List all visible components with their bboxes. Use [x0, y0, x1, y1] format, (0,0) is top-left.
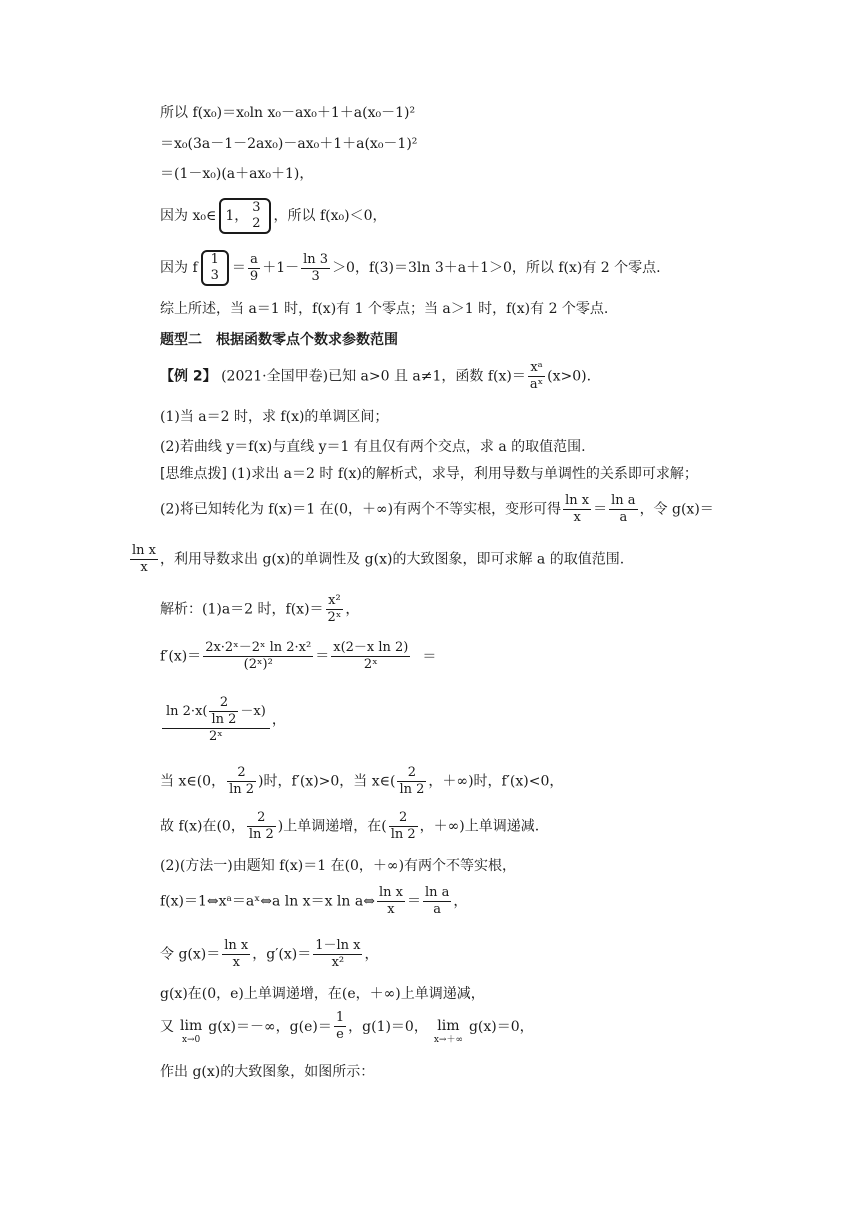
numerator: 1－ln x — [315, 938, 361, 953]
section-heading: 题型二 根据函数零点个数求参数范围 — [160, 332, 398, 348]
fraction — [397, 765, 426, 798]
text: 故 f(x)在(0， — [160, 818, 245, 835]
text: ＋1－ — [262, 260, 300, 276]
text: 当 x∈(0， — [160, 773, 226, 790]
text: g(x)＝－∞，g(e)＝ — [208, 1019, 332, 1035]
text: ， — [271, 712, 286, 728]
text: ，＋∞)上单调递减. — [419, 818, 540, 835]
text-line — [160, 695, 286, 745]
numerator: ln x — [378, 885, 403, 900]
text: )时，f′(x)>0，当 x∈( — [258, 773, 396, 790]
limit-subscript: x→＋∞ — [433, 1035, 463, 1045]
text-line — [160, 465, 698, 483]
denominator: x — [140, 560, 148, 575]
bracket — [219, 198, 270, 234]
numerator: ln 3 — [303, 251, 329, 267]
denominator: 3 — [210, 268, 219, 283]
text-line: ＝x₀(3a－1－2ax₀)－ax₀＋1＋a(x₀－1)² — [160, 136, 418, 152]
text: ，令 g(x)＝ — [639, 501, 714, 518]
text-line — [160, 640, 436, 673]
denominator: e — [336, 1027, 344, 1042]
denominator: x — [387, 902, 395, 917]
denominator: ln 2 — [229, 782, 255, 797]
limit — [180, 1018, 202, 1046]
fraction — [301, 252, 330, 285]
denominator: x — [573, 510, 581, 525]
denominator: ln 2 — [248, 827, 274, 842]
numerator: x(2－x ln 2) — [333, 640, 409, 655]
numerator — [162, 695, 270, 729]
fraction — [609, 493, 637, 526]
text: －x) — [240, 704, 266, 719]
denominator: x — [232, 955, 240, 970]
denominator: 2 — [252, 216, 261, 231]
fraction — [248, 252, 260, 285]
text-line — [160, 593, 359, 626]
text: ＝ — [315, 648, 330, 665]
text-line: 作出 g(x)的大致图象，如图所示： — [160, 1064, 375, 1080]
numerator: 2 — [209, 695, 238, 712]
fraction — [389, 810, 418, 843]
numerator: ln x — [565, 493, 590, 508]
text: 因为 x₀∈ — [160, 208, 217, 224]
text: 又 — [160, 1019, 174, 1035]
text: (x>0). — [547, 368, 592, 385]
text-line — [160, 1010, 534, 1046]
text-line: 所以 f(x₀)＝x₀ln x₀－ax₀＋1＋a(x₀－1)² — [160, 105, 416, 121]
limit-subscript: x→0 — [181, 1035, 201, 1045]
text-line: 综上所述，当 a＝1 时，f(x)有 1 个零点；当 a＞1 时，f(x)有 2 个零点. — [160, 301, 609, 317]
example-label: 【例 2】 — [160, 368, 217, 385]
text-line — [160, 250, 661, 286]
text: ， — [453, 893, 468, 910]
denominator: a — [433, 902, 442, 917]
text-line — [160, 810, 539, 843]
hint-label: [思维点拨] — [160, 466, 227, 482]
text: (2)将已知转化为 f(x)＝1 在(0，＋∞)有两个不等实根，变形可得 — [160, 501, 562, 518]
text-line — [160, 765, 563, 798]
text: 因为 f — [160, 260, 198, 276]
fraction — [209, 252, 221, 284]
denominator: 2ˣ — [363, 657, 378, 672]
denominator: (2ˣ)² — [243, 657, 273, 672]
fraction — [377, 885, 405, 918]
fraction — [247, 810, 276, 843]
text: 1， — [225, 208, 249, 224]
numerator: ln a — [611, 493, 636, 508]
text-line — [160, 198, 387, 234]
numerator: 2 — [227, 765, 256, 782]
denominator: ln 2 — [390, 827, 416, 842]
text-line: ＝(1－x₀)(a＋ax₀＋1)， — [160, 166, 314, 182]
numerator: 1 — [335, 1010, 345, 1025]
numerator: 2 — [247, 810, 276, 827]
fraction — [130, 543, 158, 576]
fraction — [313, 938, 362, 971]
numerator: xᵃ — [528, 360, 545, 377]
fraction — [203, 640, 313, 673]
numerator: ln x — [224, 938, 249, 953]
text-line: (2)若曲线 y＝f(x)与直线 y＝1 有且仅有两个交点，求 a 的取值范围. — [160, 439, 586, 455]
text: ， — [345, 601, 360, 618]
denominator: 2ˣ — [327, 610, 342, 625]
denominator: ln 2 — [211, 712, 237, 727]
text: ，利用导数求出 g(x)的单调性及 g(x)的大致图象，即可求解 a 的取值范围. — [160, 551, 625, 568]
example-line — [160, 360, 591, 393]
fraction — [209, 695, 238, 728]
text: ，g′(x)＝ — [252, 946, 312, 963]
numerator: 2 — [397, 765, 426, 782]
numerator: x² — [326, 593, 344, 610]
denominator: 9 — [249, 268, 259, 284]
text: ，所以 f(x₀)＜0， — [273, 208, 387, 224]
fraction — [250, 200, 262, 232]
text-line: (1)当 a＝2 时，求 f(x)的单调区间； — [160, 409, 389, 425]
denominator: a — [619, 510, 628, 525]
fraction — [326, 593, 344, 626]
denominator: aˣ — [529, 377, 544, 392]
denominator: 2ˣ — [209, 729, 223, 744]
text: (1)求出 a＝2 时 f(x)的解析式，求导，利用导数与单调性的关系即可求解； — [231, 466, 698, 482]
fraction — [222, 938, 250, 971]
numerator: 2 — [389, 810, 418, 827]
text: ， — [364, 946, 379, 963]
text: f′(x)＝ — [160, 648, 202, 665]
numerator: 3 — [252, 200, 261, 215]
denominator: 3 — [311, 268, 320, 284]
text: )上单调递增，在( — [277, 818, 387, 835]
fraction — [528, 360, 545, 393]
text-line: g(x)在(0，e)上单调递增，在(e，＋∞)上单调递减， — [160, 986, 485, 1002]
numerator: 1 — [210, 252, 219, 267]
text-line — [128, 543, 624, 576]
fraction — [162, 695, 270, 745]
limit-operator: lim — [180, 1018, 203, 1034]
denominator: x² — [331, 955, 345, 970]
text: f(x)＝1⇔xᵃ＝aˣ⇔a ln x＝x ln a⇔ — [160, 893, 375, 910]
fraction — [331, 640, 410, 673]
numerator: ln x — [132, 543, 156, 558]
fraction — [227, 765, 256, 798]
denominator: ln 2 — [399, 782, 425, 797]
numerator: ln a — [424, 885, 450, 900]
text: ＝ — [231, 260, 246, 276]
numerator: a — [248, 252, 260, 269]
text: g(x)＝0， — [468, 1019, 534, 1035]
limit-operator: lim — [437, 1018, 460, 1034]
text: ＞0，f(3)＝3ln 3＋a＋1＞0，所以 f(x)有 2 个零点. — [332, 260, 661, 276]
text-line — [160, 493, 714, 526]
text: ＝ — [593, 501, 608, 518]
numerator: 2x·2ˣ－2ˣ ln 2·x² — [205, 640, 312, 655]
text: ＝ — [422, 648, 437, 665]
text: 已知 a>0 且 a≠1，函数 f(x)＝ — [328, 368, 526, 385]
text: ln 2·x( — [166, 704, 208, 719]
text-line — [160, 938, 378, 971]
text: 解析：(1)a＝2 时，f(x)＝ — [160, 601, 324, 618]
text: ＝ — [406, 893, 421, 910]
text-line: (2)(方法一)由题知 f(x)＝1 在(0，＋∞)有两个不等实根， — [160, 858, 517, 874]
limit — [434, 1018, 463, 1046]
text: 令 g(x)＝ — [160, 946, 221, 963]
fraction — [563, 493, 591, 526]
fraction — [334, 1010, 346, 1043]
text: ，＋∞)时，f′(x)<0， — [428, 773, 564, 790]
bracket — [201, 250, 229, 286]
example-source: (2021·全国甲卷) — [221, 368, 329, 385]
text-line — [160, 885, 467, 918]
text: ，g(1)＝0， — [348, 1019, 428, 1035]
fraction — [423, 885, 451, 918]
